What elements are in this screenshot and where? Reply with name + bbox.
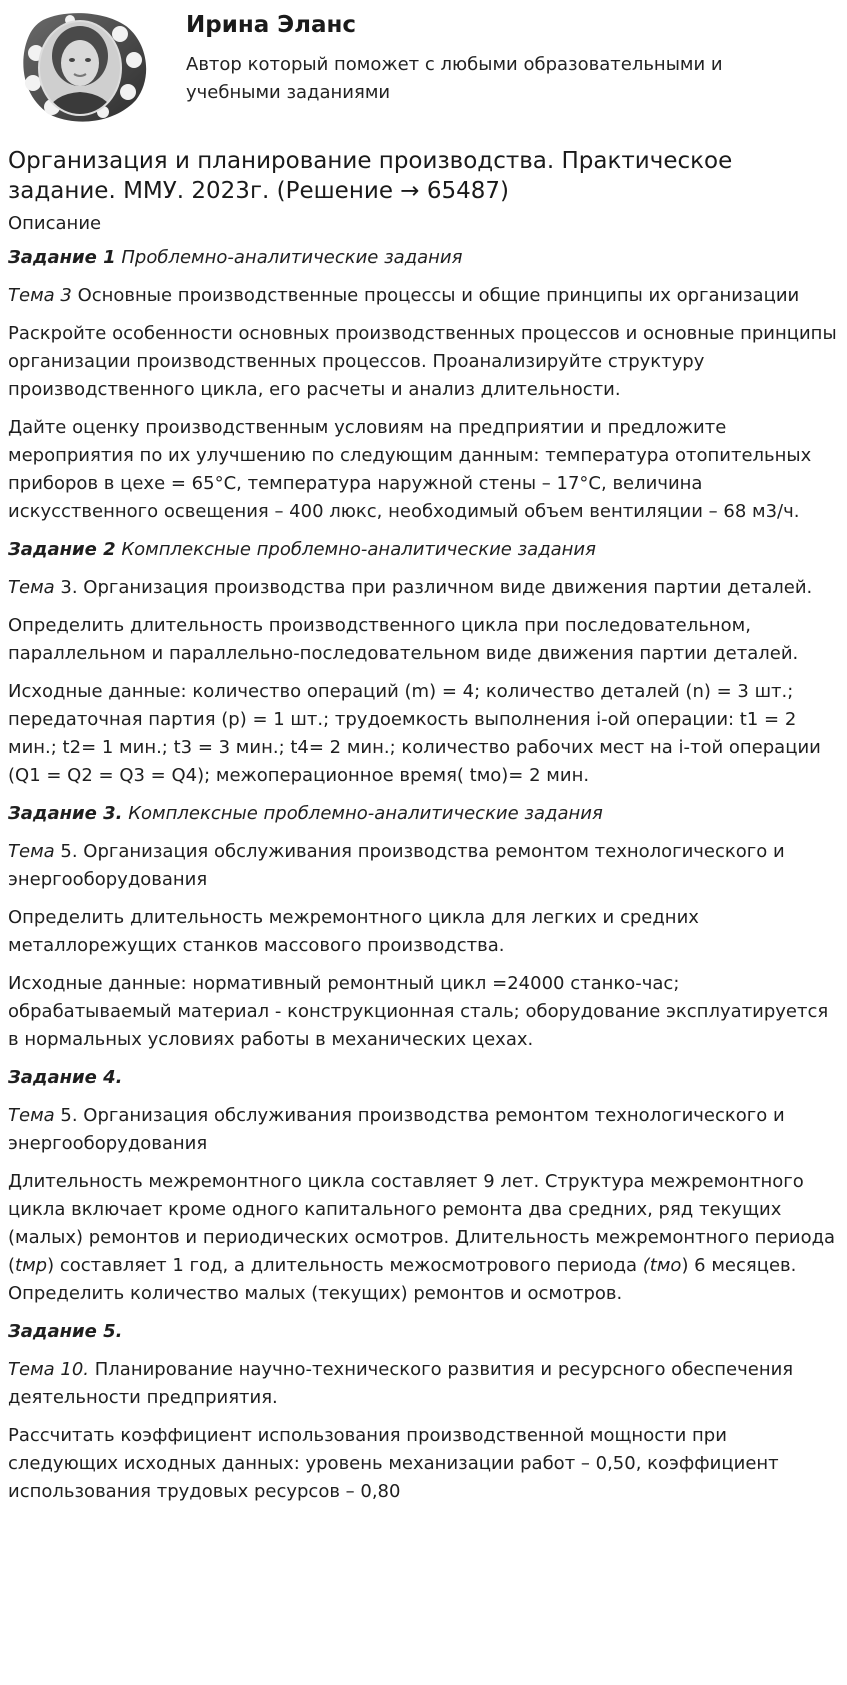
task-2-topic xyxy=(8,574,840,602)
task-4-topic-label: Тема xyxy=(8,1105,55,1126)
task-5-number: Задание 5. xyxy=(8,1321,123,1342)
task-2-topic-label: Тема xyxy=(8,577,55,598)
task-1-number: Задание 1 xyxy=(8,247,116,268)
author-header xyxy=(8,8,838,128)
task-3-number: Задание 3. xyxy=(8,803,123,824)
task-2-topic-text: 3. Организация производства при различном виде движения партии деталей. xyxy=(54,577,813,598)
task-3-topic xyxy=(8,838,840,894)
task-3-paragraph-2: Исходные данные: нормативный ремонтный цикл =24000 станко-час; обрабатываемый материал - конструкционная сталь; оборудование эксплуатируется в нормальных условиях работы в механических цехах. xyxy=(8,973,829,1050)
task-2-paragraph-1: Определить длительность производственного цикла при последовательном, параллельном и параллельно-последовательном виде движения партии деталей. xyxy=(8,615,799,664)
task-3-topic-text: 5. Организация обслуживания производства ремонтом технологического и энергооборудования xyxy=(8,841,785,890)
task-5-heading xyxy=(8,1318,840,1346)
task-2-number: Задание 2 xyxy=(8,539,116,560)
task-2-paragraph-2: Исходные данные: количество операций (m) = 4; количество деталей (n) = 3 шт.; передаточная партия (р) = 1 шт.; трудоемкость выполнения i-ой операции: t1 = 2 мин.; t2= 1 мин.; t3 = 3 мин.; t4= 2 мин.; количество рабочих мест на i-той операции (Q1 = Q2 = Q3 = Q4); межоперационное время( tмо)= 2 мин. xyxy=(8,681,821,786)
task-4-paragraph-1 xyxy=(8,1168,840,1308)
task-5-topic xyxy=(8,1356,840,1412)
task-1-heading xyxy=(8,244,840,272)
task-4-symbol-tmo: (tмо xyxy=(642,1255,682,1276)
task-3-heading xyxy=(8,800,840,828)
task-4-number: Задание 4. xyxy=(8,1067,123,1088)
page-title: Организация и планирование производства. Практическое задание. ММУ. 2023г. (Решение → 65487) xyxy=(8,148,733,204)
task-1-paragraph-1: Раскройте особенности основных производственных процессов и основные принципы организации производственных процессов. Проанализируйте структуру производственного цикла, его расчеты и анализ длительности. xyxy=(8,323,837,400)
product-description xyxy=(8,146,840,1516)
task-3-paragraph-1: Определить длительность межремонтного цикла для легких и средних металлорежущих станков массового производства. xyxy=(8,907,699,956)
author-name[interactable]: Ирина Эланс xyxy=(186,12,357,38)
task-4-topic xyxy=(8,1102,840,1158)
task-1-topic-text: Основные производственные процессы и общие принципы их организации xyxy=(71,285,800,306)
task-4-text-b: ) составляет 1 год, а длительность межосмотрового периода xyxy=(47,1255,643,1276)
author-description: Автор который поможет с любыми образовательными и учебными заданиями xyxy=(186,54,723,103)
task-4-text-a: Длительность межремонтного цикла составляет 9 лет. Структура межремонтного цикла включает кроме одного капитального ремонта два средних, ряд текущих (малых) ремонтов и периодических осмотров. Длительность межремонтного периода ( xyxy=(8,1171,836,1276)
task-2-heading xyxy=(8,536,840,564)
task-5-paragraph-1: Рассчитать коэффициент использования производственной мощности при следующих исходных данных: уровень механизации работ – 0,50, коэффициент использования трудовых ресурсов – 0,80 xyxy=(8,1425,779,1502)
task-1-paragraph-2: Дайте оценку производственным условиям на предприятии и предложите мероприятия по их улучшению по следующим данным: температура отопительных приборов в цехе = 65°С, температура наружной стены – 17°С, величина искусственного освещения – 400 люкс, необходимый объем вентиляции – 68 м3/ч. xyxy=(8,417,812,522)
task-5-topic-text: Планирование научно-технического развития и ресурсного обеспечения деятельности предприятия. xyxy=(8,1359,794,1408)
task-3-type: Комплексные проблемно-аналитические задания xyxy=(122,803,603,824)
task-3-topic-label: Тема xyxy=(8,841,55,862)
task-2-type: Комплексные проблемно-аналитические задания xyxy=(115,539,596,560)
task-1-topic-label: Тема 3 xyxy=(8,285,72,306)
task-4-heading xyxy=(8,1064,840,1092)
author-avatar[interactable] xyxy=(8,8,158,126)
task-4-text-c: ) 6 месяцев. Определить количество малых (текущих) ремонтов и осмотров. xyxy=(8,1255,797,1304)
task-1-topic xyxy=(8,282,840,310)
task-1-type: Проблемно-аналитические задания xyxy=(115,247,463,268)
section-label: Описание xyxy=(8,213,102,234)
task-4-symbol-tmr: tмр xyxy=(15,1255,48,1276)
task-4-topic-text: 5. Организация обслуживания производства ремонтом технологического и энергооборудования xyxy=(8,1105,785,1154)
task-5-topic-label: Тема 10. xyxy=(8,1359,90,1380)
